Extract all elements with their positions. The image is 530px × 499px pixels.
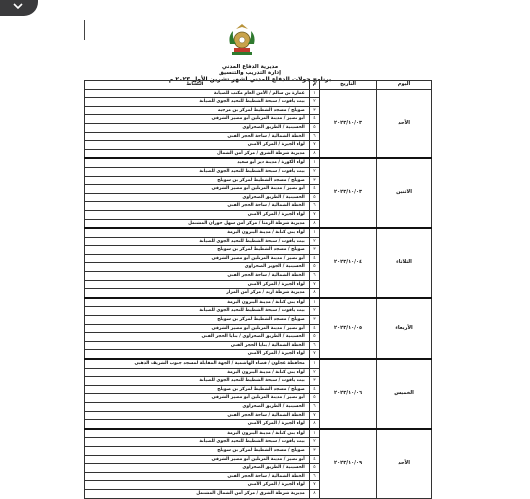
activity-cell: الحسينية / الطريق الصحراوي / بنايا الحجز الفني <box>85 333 310 342</box>
table-row <box>85 228 432 237</box>
row-number-cell: ٢ <box>309 237 319 246</box>
row-number-cell: ٤ <box>309 455 319 464</box>
activity-cell: لواء الجيزة / المركز الأمني <box>85 141 310 150</box>
row-number-cell: ٨ <box>309 149 319 158</box>
column-header-activity: النشاط <box>85 81 310 90</box>
activity-cell: أبو نصير / مدينة المرتلين أبو مصير الشرقي <box>85 324 310 333</box>
activity-cell: الخطة الشمالية / ساحة الحجز الفني <box>85 132 310 141</box>
activity-cell: بيت ياقوت / سبحة الشطيط للتحيد الجوي للصيانة <box>85 98 310 107</box>
activity-cell: بيت ياقوت / سبحة الشطيط للتحيد الجوي للصيانة <box>85 438 310 447</box>
activity-cell: لواء بني كنانة / مدينة البترون البرمة <box>85 368 310 377</box>
row-number-cell: ٧ <box>309 350 319 359</box>
row-number-cell: ٧ <box>309 141 319 150</box>
row-number-cell: ٥ <box>309 193 319 202</box>
activity-cell: لواء بني كنانة / مدينة البترون البرمة <box>85 298 310 307</box>
activity-cell: لواء الكورة / مدينة دير أبو سعيد <box>85 158 310 167</box>
row-number-cell: ٢ <box>309 98 319 107</box>
row-number-cell: ٥ <box>309 123 319 132</box>
activity-cell: محافظة عجلون / قضاء الهاشمية / الجهة المقابلة لمسجد جنوب الشريف الذهبي <box>85 359 310 368</box>
activity-cell: بيت ياقوت / سبحة الشطيط للتحيد الجوي للصيانة <box>85 307 310 316</box>
emblem-icon <box>222 22 262 62</box>
row-number-cell: ٤ <box>309 385 319 394</box>
activity-cell: الحسينية / الطريق الصحراوي <box>85 402 310 411</box>
row-number-cell: ٤ <box>309 185 319 194</box>
row-number-cell: ١ <box>309 429 319 438</box>
activity-cell: لواء الجيزة / المركز الأمني <box>85 210 310 219</box>
window-corner-tab[interactable] <box>0 0 38 16</box>
activity-cell: الخطة الشمالية / ساحة الحجز الفني <box>85 272 310 281</box>
day-cell: الأربعاء <box>377 298 432 359</box>
activity-cell: الخطة الشمالية / ساحة الحجز الفني <box>85 411 310 420</box>
activity-cell: عمارة بن سالم / الأمن العام مكتب للصيانة <box>85 89 310 98</box>
activity-cell: أبو نصير / مدينة المرتلين أبو مصير الشرقي <box>85 254 310 263</box>
column-header-day: اليوم <box>377 81 432 90</box>
activity-cell: أبو نصير / مدينة المرتلين أبو مصير الشرقي <box>85 185 310 194</box>
table-header-row <box>85 81 432 90</box>
table-row <box>85 429 432 438</box>
activity-cell: أبو نصير / مدينة المرتلين أبو مصير الشرقي <box>85 394 310 403</box>
row-number-cell: ٦ <box>309 402 319 411</box>
row-number-cell: ٢ <box>309 438 319 447</box>
table-row <box>85 298 432 307</box>
table-row <box>85 158 432 167</box>
row-number-cell: ٣ <box>309 176 319 185</box>
chevron-down-icon[interactable] <box>13 2 23 10</box>
row-number-cell: ٦ <box>309 272 319 281</box>
activity-cell: بيت ياقوت / سبحة الشطيط للتحيد الجوي للصيانة <box>85 377 310 386</box>
row-number-cell: ٥ <box>309 464 319 473</box>
header-department: إدارة التدريب والتنسيق <box>219 70 281 76</box>
activity-cell: صويلح / مسجد الشطيط لمركز بن سويلح <box>85 446 310 455</box>
row-number-cell: ٧ <box>309 481 319 490</box>
row-number-cell: ٦ <box>309 472 319 481</box>
row-number-cell: ٢ <box>309 307 319 316</box>
page-edge-mark <box>84 20 85 40</box>
day-cell: الأحد <box>377 429 432 498</box>
activity-cell: أبو نصير / مدينة المرتلين أبو مصير الشرقي <box>85 455 310 464</box>
row-number-cell: ١ <box>309 89 319 98</box>
activity-cell: أبو نصير / مدينة المرتلين أبو مصير الشرقي <box>85 115 310 124</box>
table-row <box>85 359 432 368</box>
activity-cell: صويلح / مسجد الشطيط لمركز بن مرجيه <box>85 106 310 115</box>
row-number-cell: ٨ <box>309 289 319 298</box>
activity-cell: لواء بني كنانة / مدينة البترون البرمة <box>85 429 310 438</box>
activity-cell: بيت ياقوت / سبحة الشطيط للتحيد الجوي للصيانة <box>85 237 310 246</box>
activity-cell: صويلح / مسجد الشطيط لمركز بن صويلح <box>85 385 310 394</box>
row-number-cell: ٧ <box>309 210 319 219</box>
activity-cell: مديرية شرطة الشرق / مركز أمن الشمال <box>85 149 310 158</box>
row-number-cell: ١ <box>309 158 319 167</box>
day-cell: الخميس <box>377 359 432 429</box>
row-number-cell: ٢ <box>309 368 319 377</box>
activity-cell: مديرية شرطة الرمثا / مركز أمن سهل حوران المشتمل <box>85 219 310 228</box>
table-row <box>85 89 432 98</box>
date-cell: ٢٠٢٣/١٠/٠٣ <box>320 158 377 228</box>
row-number-cell: ٦ <box>309 341 319 350</box>
schedule-body <box>85 89 432 498</box>
activity-cell: مديرية شرطة اربد / مركز أمن المزار <box>85 289 310 298</box>
activity-cell: الحسينية / الجويز الصحراوي <box>85 263 310 272</box>
row-number-cell: ٨ <box>309 489 319 498</box>
activity-cell: الخطة الشمالية / ساحة الحجز الفني <box>85 472 310 481</box>
column-header-date: التاريخ <box>320 81 377 90</box>
column-header-number: م <box>309 81 319 90</box>
row-number-cell: ٣ <box>309 106 319 115</box>
activity-cell: صويلح / مسجد الشطيط لمركز بن سويلح <box>85 316 310 325</box>
row-number-cell: ٤ <box>309 115 319 124</box>
activity-cell: الحسينية / الطريق الصحراوي <box>85 464 310 473</box>
activity-cell: صويلح / مسجد الشطيط لمركز بن سويلح <box>85 246 310 255</box>
row-number-cell: ٧ <box>309 411 319 420</box>
date-cell: ٢٠٢٣/١٠/٠٣ <box>320 89 377 158</box>
date-cell: ٢٠٢٣/١٠/٠٦ <box>320 359 377 429</box>
row-number-cell: ٦ <box>309 132 319 141</box>
activity-cell: لواء بني كنانة / مدينة البترون البرمة <box>85 228 310 237</box>
activity-cell: لواء الجيزة / المركز الأمني <box>85 481 310 490</box>
date-cell: ٢٠٢٣/١٠/٠٥ <box>320 298 377 359</box>
row-number-cell: ١ <box>309 359 319 368</box>
row-number-cell: ٤ <box>309 254 319 263</box>
day-cell: الثلاثاء <box>377 228 432 298</box>
activity-cell: لواء الجيزة / المركز الأمني <box>85 420 310 429</box>
row-number-cell: ٢ <box>309 167 319 176</box>
date-cell: ٢٠٢٣/١٠/٠٩ <box>320 429 377 498</box>
activity-cell: لواء الجيزة / المركز الأمني <box>85 350 310 359</box>
row-number-cell: ٥ <box>309 263 319 272</box>
row-number-cell: ٥ <box>309 394 319 403</box>
activity-cell: مديرية شرطة الشرق / مركز أمن الشمال المشتمل <box>85 489 310 498</box>
row-number-cell: ٣ <box>309 316 319 325</box>
day-cell: الأحد <box>377 89 432 158</box>
row-number-cell: ٣ <box>309 246 319 255</box>
row-number-cell: ٨ <box>309 219 319 228</box>
activity-cell: الحسينية / الطريق الصحراوي <box>85 123 310 132</box>
row-number-cell: ٦ <box>309 202 319 211</box>
row-number-cell: ٧ <box>309 280 319 289</box>
day-cell: الاثنين <box>377 158 432 228</box>
row-number-cell: ١ <box>309 298 319 307</box>
row-number-cell: ٨ <box>309 420 319 429</box>
activity-cell: الخطة الشمالية / ساحة الحجز الفني <box>85 202 310 211</box>
row-number-cell: ٤ <box>309 324 319 333</box>
row-number-cell: ٥ <box>309 333 319 342</box>
activity-cell: صويلح / مسجد الشطيط لمركز بن سويلح <box>85 176 310 185</box>
activity-cell: الخطة الشمالية / بنايا الحجز الفني <box>85 341 310 350</box>
header-org: مديرية الدفاع المدني <box>221 64 279 70</box>
row-number-cell: ٣ <box>309 377 319 386</box>
row-number-cell: ٣ <box>309 446 319 455</box>
document-title: برنامج جولات الدفاع المدني لشهر تشرين الأول ٢٠٢٣ م <box>168 76 332 83</box>
row-number-cell: ١ <box>309 228 319 237</box>
activity-cell: بيت ياقوت / سبحة الشطيط للتحيد الجوي للصيانة <box>85 167 310 176</box>
activity-cell: الحسينية / الطريق الصحراوي <box>85 193 310 202</box>
schedule-table <box>84 80 432 499</box>
date-cell: ٢٠٢٣/١٠/٠٤ <box>320 228 377 298</box>
activity-cell: لواء الجيزة / المركز الأمني <box>85 280 310 289</box>
